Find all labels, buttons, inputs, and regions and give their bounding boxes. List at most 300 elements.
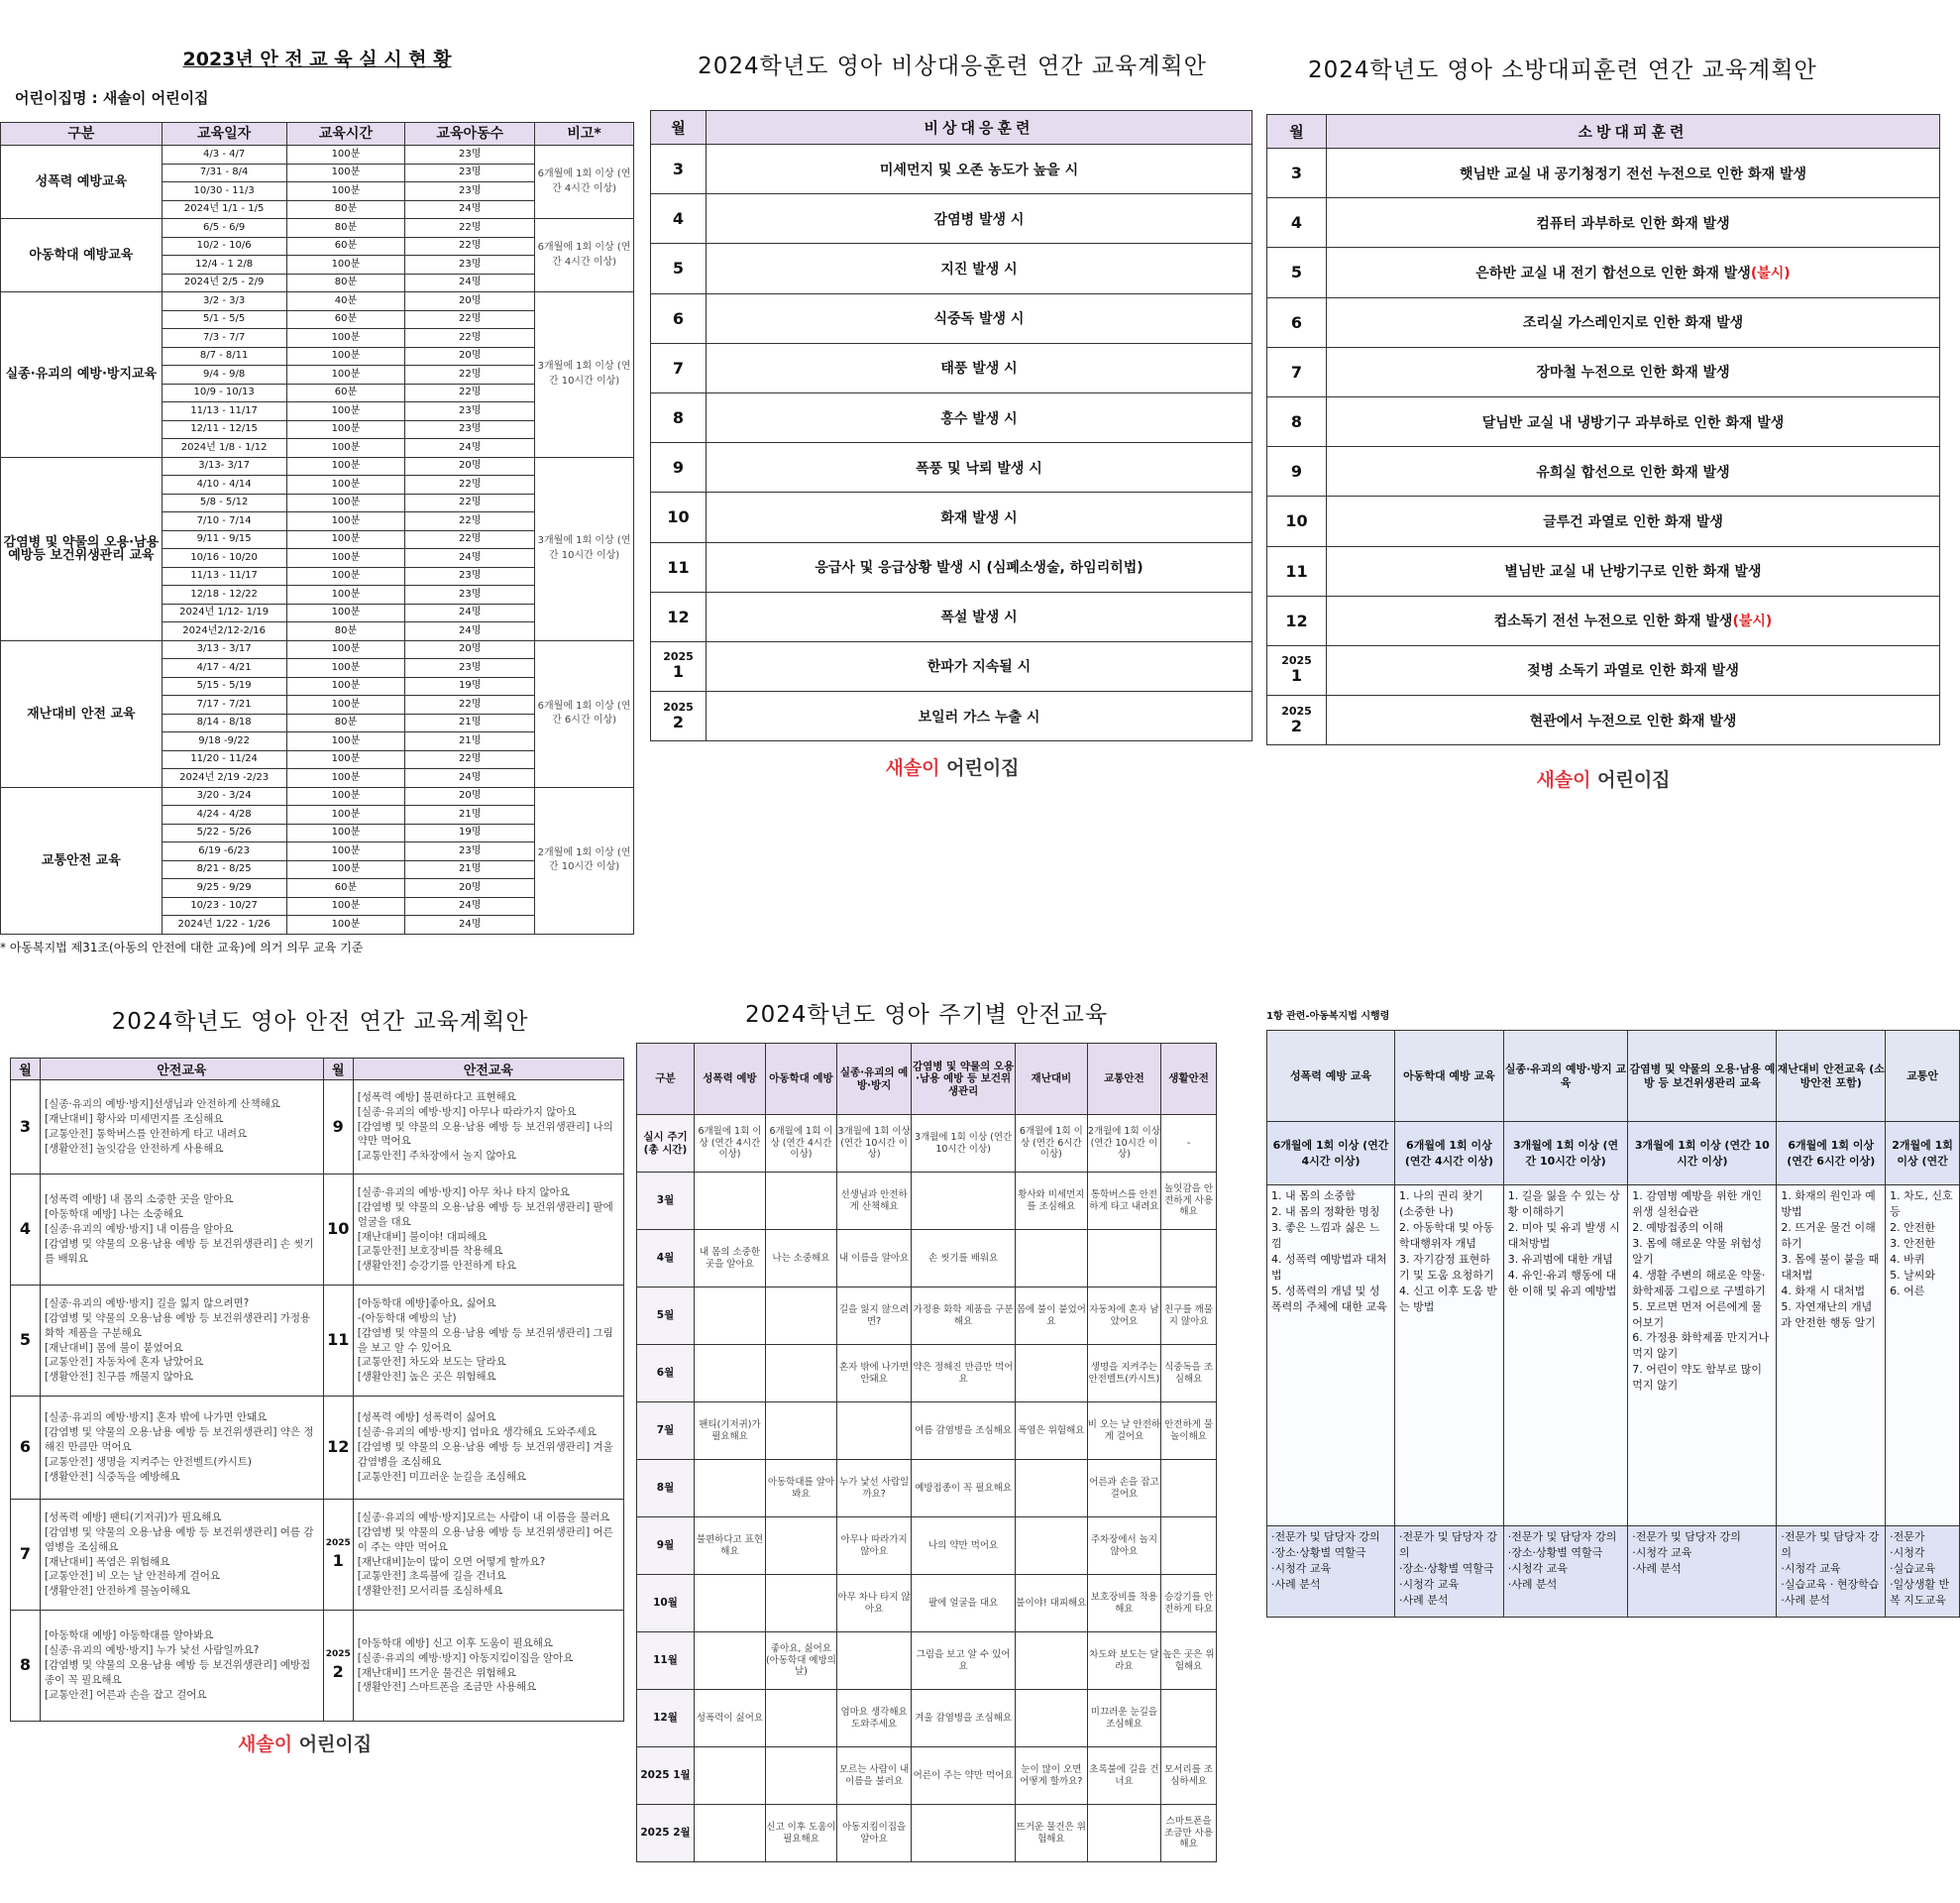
periodic-table xyxy=(636,1043,1217,1862)
periodic-cell xyxy=(912,1173,1016,1230)
status-children: 24명 xyxy=(405,916,535,935)
periodic-panel xyxy=(636,996,1217,1888)
periodic-cell xyxy=(1161,1460,1217,1517)
plan-text xyxy=(707,542,1252,592)
month-label: 9 xyxy=(332,1116,344,1136)
law-cell: ·전문가 및 담당자 강의 ·시청각 교육 ·실습교육 · 현장학습 ·사례 분석 xyxy=(1777,1526,1886,1618)
plan-text-label: 태풍 발생 시 xyxy=(940,361,1018,378)
periodic-cell xyxy=(765,1690,836,1747)
year-label: 2025 xyxy=(325,1537,351,1548)
status-duration: 100분 xyxy=(286,567,405,586)
annual-row xyxy=(11,1397,624,1500)
status-date: 6/19 -6/23 xyxy=(162,842,286,861)
periodic-cell xyxy=(1161,1690,1217,1747)
status-children: 21명 xyxy=(405,732,535,751)
periodic-row xyxy=(637,1402,1217,1460)
col-header: 소방대피훈련 xyxy=(1327,115,1940,149)
month-cell xyxy=(651,194,707,244)
periodic-cell xyxy=(1015,1632,1087,1690)
month-cell xyxy=(1267,297,1327,347)
month-label: 2 xyxy=(332,1661,344,1681)
status-children: 21명 xyxy=(405,860,535,879)
periodic-cell xyxy=(1015,1690,1087,1747)
periodic-cell: 나의 약만 먹어요 xyxy=(912,1517,1016,1575)
status-date: 3/13- 3/17 xyxy=(162,457,286,476)
month-cell xyxy=(651,293,707,343)
plan-text xyxy=(1327,198,1940,248)
status-date: 2024년 1/22 - 1/26 xyxy=(162,916,286,935)
month-cell xyxy=(323,1175,353,1286)
plan-text-label: 햇님반 교실 내 공기청정기 전선 누전으로 인한 화재 발생 xyxy=(1459,166,1807,182)
status-date: 3/20 - 3/24 xyxy=(162,787,286,806)
month-cell xyxy=(651,692,707,741)
plan-text xyxy=(1327,696,1940,745)
status-children: 23명 xyxy=(405,842,535,861)
status-duration: 60분 xyxy=(286,237,405,256)
annual-text: [실종·유괴의 예방·방지] 아무 차나 타지 않아요 [감염병 및 약물의 오용·남용 예방 등 보건위생관리] 팔에 얼굴을 대요 [재난대비] 불이야! 대피해요 [교통안전] 보호장비를 착용해요 [생활안전] 승강기를 안전하게 타요 xyxy=(353,1175,623,1286)
plan-row xyxy=(1267,497,1940,546)
month-cell xyxy=(1267,596,1327,645)
status-duration: 100분 xyxy=(286,347,405,366)
annual-text: [실종·유괴의 예방·방지] 혼자 밖에 나가면 안돼요 [감염병 및 약물의 오용·남용 예방 등 보건위생관리] 약은 정해진 만큼만 먹어요 [교통안전] 생명을 지켜주는 안전벨트(카시트) [생활안전] 식중독을 예방해요 xyxy=(41,1397,324,1500)
periodic-cell: 신고 이후 도움이 필요해요 xyxy=(765,1805,836,1862)
plan-text xyxy=(707,145,1252,194)
status-date: 5/1 - 5/5 xyxy=(162,310,286,329)
month-cell xyxy=(1267,447,1327,497)
periodic-cell: 가정용 화학 제품을 구분해요 xyxy=(912,1287,1016,1345)
month-cell xyxy=(11,1397,41,1500)
month-label: 4 xyxy=(1290,213,1303,233)
month-label: 6 xyxy=(19,1437,32,1457)
periodic-cell: 친구를 깨물지 않아요 xyxy=(1161,1287,1217,1345)
status-duration: 100분 xyxy=(286,512,405,531)
periodic-cell: 6개월에 1회 이상 (연간 4시간 이상) xyxy=(695,1115,766,1173)
status-duration: 100분 xyxy=(286,842,405,861)
periodic-body xyxy=(637,1115,1217,1862)
month-cell xyxy=(1267,396,1327,446)
status-duration: 100분 xyxy=(286,696,405,715)
status-row xyxy=(1,640,634,659)
row-label: 실시 주기 (총 시간) xyxy=(637,1115,695,1173)
status-children: 24명 xyxy=(405,549,535,568)
status-note: 6개월에 1회 이상 (연간 4시간 이상) xyxy=(535,219,634,292)
logo-text: 새솔이 xyxy=(885,757,940,780)
surprise-label: (불시) xyxy=(1750,265,1791,281)
periodic-cell: 약은 정해진 만큼만 먹어요 xyxy=(912,1345,1016,1402)
status-date: 9/25 - 9/29 xyxy=(162,879,286,898)
status-date: 7/3 - 7/7 xyxy=(162,329,286,348)
periodic-cell: 어른이 주는 약만 먹어요 xyxy=(912,1747,1016,1805)
logo-text: 새솔이 xyxy=(238,1734,293,1755)
status-note: 3개월에 1회 이상 (연간 10시간 이상) xyxy=(535,292,634,458)
month-cell xyxy=(323,1611,353,1722)
month-cell xyxy=(1267,149,1327,198)
status-children: 22명 xyxy=(405,310,535,329)
col-header: 월 xyxy=(1267,115,1327,149)
plan-row xyxy=(651,692,1252,741)
status-duration: 100분 xyxy=(286,787,405,806)
status-children: 20명 xyxy=(405,347,535,366)
month-label: 3 xyxy=(19,1116,32,1136)
law-cell: ·전문가 ·시청각 ·실습교육 ·일상생활 반복 지도교육 xyxy=(1886,1526,1960,1618)
plan-text xyxy=(707,443,1252,493)
status-children: 22명 xyxy=(405,237,535,256)
annual-row xyxy=(11,1175,624,1286)
col-header: 월 xyxy=(323,1059,353,1080)
plan-text-label: 폭풍 및 낙뢰 발생 시 xyxy=(916,460,1042,477)
plan-text-label: 달님반 교실 내 냉방기구 과부하로 인한 화재 발생 xyxy=(1481,414,1785,431)
status-row xyxy=(1,787,634,806)
status-duration: 100분 xyxy=(286,916,405,935)
col-header: 안전교육 xyxy=(41,1059,324,1080)
row-label: 6월 xyxy=(637,1345,695,1402)
emergency-plan-panel xyxy=(650,48,1254,920)
status-duration: 100분 xyxy=(286,604,405,622)
status-children: 20명 xyxy=(405,640,535,659)
month-cell xyxy=(1267,497,1327,546)
status-children: 23명 xyxy=(405,567,535,586)
status-note: 3개월에 1회 이상 (연간 10시간 이상) xyxy=(535,457,634,640)
periodic-cell: 몸에 불이 붙었어요 xyxy=(1015,1287,1087,1345)
status-children: 23명 xyxy=(405,402,535,421)
status-duration: 100분 xyxy=(286,439,405,458)
annual-title: 2024학년도 영아 안전 연간 교육계획안 xyxy=(111,1009,529,1035)
status-date: 5/8 - 5/12 xyxy=(162,494,286,512)
law-panel xyxy=(1266,1011,1953,1645)
month-label: 1 xyxy=(1290,666,1303,686)
periodic-cell xyxy=(695,1632,766,1690)
periodic-row xyxy=(637,1230,1217,1287)
month-label: 8 xyxy=(672,408,685,428)
plan-row xyxy=(1267,596,1940,645)
periodic-cell: 성폭력이 싫어요 xyxy=(695,1690,766,1747)
month-cell xyxy=(11,1500,41,1611)
month-cell xyxy=(323,1500,353,1611)
plan-text-label: 은하반 교실 내 전기 합선으로 인한 화재 발생 xyxy=(1475,265,1751,281)
month-cell xyxy=(651,542,707,592)
logo-text: 어린이집 xyxy=(946,757,1020,780)
status-footnote: * 아동복지법 제31조(아동의 안전에 대한 교육)에 의거 의무 교육 기준 xyxy=(0,940,364,954)
periodic-cell: 스마트폰을 조금만 사용해요 xyxy=(1161,1805,1217,1862)
education-status-panel xyxy=(0,45,634,954)
month-cell xyxy=(651,493,707,542)
plan-text-label: 젖병 소독기 과열로 인한 화재 발생 xyxy=(1527,663,1739,680)
periodic-cell: 폭염은 위험해요 xyxy=(1015,1402,1087,1460)
annual-body xyxy=(11,1080,624,1722)
status-date: 8/21 - 8/25 xyxy=(162,860,286,879)
periodic-cell: 3개월에 1회 이상 (연간 10시간 이상) xyxy=(912,1115,1016,1173)
status-children: 23명 xyxy=(405,256,535,275)
status-date: 2024년 1/12- 1/19 xyxy=(162,604,286,622)
col-header: 안전교육 xyxy=(353,1059,623,1080)
status-duration: 40분 xyxy=(286,292,405,311)
row-label: 9월 xyxy=(637,1517,695,1575)
year-label: 2025 xyxy=(325,1648,351,1659)
status-date: 4/17 - 4/21 xyxy=(162,659,286,678)
status-date: 2024년2/12-2/16 xyxy=(162,622,286,641)
status-note: 6개월에 1회 이상 (연간 4시간 이상) xyxy=(535,146,634,219)
status-duration: 100분 xyxy=(286,549,405,568)
month-cell xyxy=(1267,546,1327,596)
year-label: 2025 xyxy=(663,700,694,714)
status-row xyxy=(1,292,634,311)
status-date: 10/30 - 11/3 xyxy=(162,182,286,201)
emergency-body xyxy=(651,145,1252,741)
periodic-row xyxy=(637,1115,1217,1173)
plan-text-label: 폭설 발생 시 xyxy=(940,610,1018,626)
plan-text xyxy=(707,641,1252,691)
status-date: 11/13 - 11/17 xyxy=(162,402,286,421)
col-header: 비상대응훈련 xyxy=(707,111,1252,145)
status-date: 10/23 - 10/27 xyxy=(162,897,286,916)
periodic-cell: 불편하다고 표현해요 xyxy=(695,1517,766,1575)
periodic-cell: 좋아요, 싫어요 (아동학대 예방의 날) xyxy=(765,1632,836,1690)
status-row xyxy=(1,457,634,476)
periodic-row xyxy=(637,1173,1217,1230)
status-duration: 80분 xyxy=(286,714,405,732)
annual-text: [아동학대 예방] 아동학대를 알아봐요 [실종·유괴의 예방·방지] 누가 낯선 사람일까요? [감염병 및 약물의 오용·남용 예방 등 보건위생관리] 예방접종이 꼭 필요해요 [교통안전] 어른과 손을 잡고 걸어요 xyxy=(41,1611,324,1722)
status-duration: 100분 xyxy=(286,897,405,916)
periodic-cell: 손 씻기를 배워요 xyxy=(912,1230,1016,1287)
month-label: 4 xyxy=(19,1219,32,1239)
law-cell: 6개월에 1회 이상 (연간 6시간 이상) xyxy=(1777,1122,1886,1185)
periodic-cell: 주차장에서 놀지 않아요 xyxy=(1087,1517,1160,1575)
periodic-cell: 놀잇감을 안전하게 사용해요 xyxy=(1161,1173,1217,1230)
periodic-cell: 그림을 보고 알 수 있어요 xyxy=(912,1632,1016,1690)
row-label: 2025 1월 xyxy=(637,1747,695,1805)
periodic-cell: 아동학대를 알아봐요 xyxy=(765,1460,836,1517)
periodic-cell: 아무 차나 타지 않아요 xyxy=(836,1575,911,1632)
col-header: 감염병 및 약물의 오용·남용 예방 등 보건위생관리 xyxy=(912,1044,1016,1115)
status-children: 23명 xyxy=(405,146,535,165)
status-children: 23명 xyxy=(405,182,535,201)
periodic-cell: 눈이 많이 오면 어떻게 할까요? xyxy=(1015,1747,1087,1805)
annual-text: [아동학대 예방] 신고 이후 도움이 필요해요 [실종·유괴의 예방·방지] 아동지킴이집을 알아요 [재난대비] 뜨거운 물건은 위험해요 [생활안전] 스마트폰을 조금만 사용해요 xyxy=(353,1611,623,1722)
year-label: 2025 xyxy=(663,650,694,664)
annual-text: [실종·유괴의 예방·방지]선생님과 안전하게 산책해요 [재난대비] 황사와 미세먼지를 조심해요 [교통안전] 통학버스를 안전하게 타고 내려요 [생활안전] 놀잇감을 안전하게 사용해요 xyxy=(41,1080,324,1175)
status-duration: 100분 xyxy=(286,146,405,165)
status-duration: 100분 xyxy=(286,457,405,476)
law-cell: 1. 나의 권리 찾기 (소중한 나) 2. 아동학대 및 아동학대행위자 개념 3. 자기감정 표현하기 및 도움 요청하기 4. 신고 이후 도움 받는 방법 xyxy=(1395,1185,1504,1526)
month-label: 2 xyxy=(1290,716,1303,735)
col-header: 교육아동수 xyxy=(405,123,535,146)
status-duration: 100분 xyxy=(286,586,405,605)
plan-row xyxy=(651,542,1252,592)
status-date: 9/4 - 9/8 xyxy=(162,366,286,385)
periodic-cell: 팔에 얼굴을 대요 xyxy=(912,1575,1016,1632)
plan-text-label: 한파가 지속될 시 xyxy=(926,659,1032,676)
periodic-cell: 6개월에 1회 이상 (연간 6시간 이상) xyxy=(1015,1115,1087,1173)
status-date: 11/20 - 11/24 xyxy=(162,750,286,769)
annual-table xyxy=(10,1058,624,1722)
periodic-cell xyxy=(1015,1460,1087,1517)
month-label: 10 xyxy=(327,1219,350,1239)
periodic-cell: 미끄러운 눈길을 조심해요 xyxy=(1087,1690,1160,1747)
month-label: 8 xyxy=(19,1655,32,1675)
periodic-cell xyxy=(765,1575,836,1632)
row-label: 4월 xyxy=(637,1230,695,1287)
month-cell xyxy=(651,244,707,293)
month-label: 10 xyxy=(1285,511,1308,531)
annual-plan-panel xyxy=(10,1003,630,1903)
periodic-cell: 내 몸의 소중한 곳을 알아요 xyxy=(695,1230,766,1287)
status-duration: 60분 xyxy=(286,879,405,898)
periodic-row xyxy=(637,1460,1217,1517)
plan-text-label: 화재 발생 시 xyxy=(940,509,1018,526)
col-header: 월 xyxy=(651,111,707,145)
periodic-cell: 길을 잃지 않으려면? xyxy=(836,1287,911,1345)
month-label: 12 xyxy=(327,1437,350,1457)
month-cell xyxy=(323,1286,353,1397)
status-duration: 80분 xyxy=(286,200,405,219)
periodic-row xyxy=(637,1690,1217,1747)
col-header: 비고* xyxy=(535,123,634,146)
plan-text-label: 응급사 및 응급상황 발생 시 (심폐소생술, 하임리히법) xyxy=(815,560,1143,577)
plan-row xyxy=(651,592,1252,641)
law-cell: 3개월에 1회 이상 (연간 10시간 이상) xyxy=(1503,1122,1628,1185)
status-category: 재난대비 안전 교육 xyxy=(1,640,163,787)
periodic-cell xyxy=(836,1632,911,1690)
row-label: 12월 xyxy=(637,1690,695,1747)
row-label: 8월 xyxy=(637,1460,695,1517)
annual-text: [아동학대 예방]좋아요, 싫어요 -(아동학대 예방의 날) [감염병 및 약물의 오용·남용 예방 등 보건위생관리] 그림을 보고 알 수 있어요 [교통안전] 차도와 보도는 달라요 [생활안전] 높은 곳은 위험해요 xyxy=(353,1286,623,1397)
plan-text xyxy=(707,392,1252,442)
row-label: 2025 2월 xyxy=(637,1805,695,1862)
status-duration: 100분 xyxy=(286,182,405,201)
status-category: 성폭력 예방교육 xyxy=(1,146,163,219)
annual-row xyxy=(11,1286,624,1397)
status-duration: 100분 xyxy=(286,476,405,495)
status-date: 3/2 - 3/3 xyxy=(162,292,286,311)
col-header: 교통안 xyxy=(1886,1031,1960,1122)
status-children: 22명 xyxy=(405,494,535,512)
month-label: 1 xyxy=(332,1550,344,1570)
col-header: 재난대비 xyxy=(1015,1044,1087,1115)
status-date: 5/22 - 5/26 xyxy=(162,824,286,842)
plan-text-label: 컴퓨터 과부하로 인한 화재 발생 xyxy=(1536,215,1730,232)
status-date: 12/11 - 12/15 xyxy=(162,420,286,439)
plan-row xyxy=(1267,198,1940,248)
status-date: 2024년 1/8 - 1/12 xyxy=(162,439,286,458)
status-duration: 100분 xyxy=(286,750,405,769)
status-date: 10/9 - 10/13 xyxy=(162,384,286,402)
month-label: 8 xyxy=(1290,412,1303,432)
surprise-label: (불시) xyxy=(1732,614,1773,630)
plan-text-label: 식중독 발생 시 xyxy=(933,311,1025,328)
plan-row xyxy=(1267,347,1940,396)
periodic-cell xyxy=(1015,1345,1087,1402)
status-duration: 100분 xyxy=(286,806,405,825)
periodic-cell: 나는 소중해요 xyxy=(765,1230,836,1287)
status-children: 22명 xyxy=(405,750,535,769)
status-children: 21명 xyxy=(405,806,535,825)
periodic-cell xyxy=(765,1173,836,1230)
status-duration: 100분 xyxy=(286,256,405,275)
school-logo xyxy=(650,753,1254,780)
plan-text-label: 별님반 교실 내 난방기구로 인한 화재 발생 xyxy=(1504,564,1762,581)
month-label: 4 xyxy=(672,209,685,229)
status-date: 12/4 - 1 2/8 xyxy=(162,256,286,275)
periodic-cell: 비 오는 날 안전하게 걸어요 xyxy=(1087,1402,1160,1460)
periodic-cell xyxy=(765,1345,836,1402)
status-children: 24명 xyxy=(405,439,535,458)
periodic-cell: 예방접종이 꼭 필요해요 xyxy=(912,1460,1016,1517)
periodic-cell: - xyxy=(1161,1115,1217,1173)
periodic-cell xyxy=(695,1460,766,1517)
month-label: 6 xyxy=(1290,312,1303,332)
status-duration: 100분 xyxy=(286,824,405,842)
month-label: 5 xyxy=(19,1330,32,1350)
periodic-cell: 통학버스를 안전하게 타고 내려요 xyxy=(1087,1173,1160,1230)
row-label: 11월 xyxy=(637,1632,695,1690)
status-children: 22명 xyxy=(405,476,535,495)
law-header-row xyxy=(1267,1031,1960,1122)
status-date: 2024년 2/19 -2/23 xyxy=(162,769,286,788)
month-label: 2 xyxy=(672,712,685,731)
status-duration: 100분 xyxy=(286,164,405,182)
month-label: 11 xyxy=(327,1330,350,1350)
law-cell: ·전문가 및 담당자 강의 ·장소·상황별 역할극 ·시청각 교육 ·사례 분석 xyxy=(1395,1526,1504,1618)
periodic-cell: 3개월에 1회 이상 (연간 10시간 이상) xyxy=(836,1115,911,1173)
row-label: 5월 xyxy=(637,1287,695,1345)
plan-row xyxy=(1267,396,1940,446)
status-children: 22명 xyxy=(405,329,535,348)
plan-row xyxy=(651,443,1252,493)
annual-text: [성폭력 예방] 불편하다고 표현해요 [실종·유괴의 예방·방지] 아무나 따라가지 않아요 [감염병 및 약물의 오용·남용 예방 등 보건위생관리] 나의 약만 먹어요 [교통안전] 주차장에서 놀지 않아요 xyxy=(353,1080,623,1175)
law-cell: 6개월에 1회 이상 (연간 4시간 이상) xyxy=(1395,1122,1504,1185)
month-label: 11 xyxy=(1285,561,1308,581)
plan-text xyxy=(1327,596,1940,645)
periodic-cell xyxy=(695,1287,766,1345)
status-children: 24명 xyxy=(405,769,535,788)
status-children: 20명 xyxy=(405,787,535,806)
month-cell xyxy=(651,641,707,691)
plan-row xyxy=(1267,248,1940,297)
periodic-cell: 불이야! 대피해요 xyxy=(1015,1575,1087,1632)
periodic-cell: 내 이름을 알아요 xyxy=(836,1230,911,1287)
law-cell: 1. 차도, 신호등 2. 안전한 3. 안전한 4. 바퀴 5. 날씨와 6. 어른 xyxy=(1886,1185,1960,1526)
col-header: 교통안전 xyxy=(1087,1044,1160,1115)
col-header: 구분 xyxy=(1,123,163,146)
month-cell xyxy=(11,1611,41,1722)
law-body xyxy=(1267,1122,1960,1618)
periodic-cell: 뜨거운 물건은 위험해요 xyxy=(1015,1805,1087,1862)
periodic-cell xyxy=(695,1345,766,1402)
status-duration: 60분 xyxy=(286,384,405,402)
row-label: 3월 xyxy=(637,1173,695,1230)
col-header: 실종·유괴의 예방·방지 교육 xyxy=(1503,1031,1628,1122)
month-cell xyxy=(651,392,707,442)
periodic-cell xyxy=(765,1747,836,1805)
periodic-cell: 누가 낯선 사람일까요? xyxy=(836,1460,911,1517)
periodic-cell xyxy=(836,1402,911,1460)
status-date: 4/10 - 4/14 xyxy=(162,476,286,495)
law-cell: 1. 내 몸의 소중함 2. 내 몸의 정확한 명칭 3. 좋은 느낌과 싫은 느낌 4. 성폭력 예방법과 대처법 5. 성폭력의 개념 및 성폭력의 주체에 대한 교육 xyxy=(1267,1185,1395,1526)
plan-text xyxy=(707,244,1252,293)
status-body xyxy=(1,146,634,935)
plan-text-label: 감염병 발생 시 xyxy=(933,211,1025,228)
status-children: 24명 xyxy=(405,897,535,916)
periodic-cell xyxy=(765,1287,836,1345)
status-date: 4/3 - 4/7 xyxy=(162,146,286,165)
annual-text: [실종·유괴의 예방·방지]모르는 사람이 내 이름을 불러요 [감염병 및 약물의 오용·남용 예방 등 보건위생관리] 어른이 주는 약만 먹어요 [재난대비]눈이 많이 오면 어떻게 할까요? [교통안전] 초록불에 길을 건너요 [생활안전] 모서리를 조심하세요 xyxy=(353,1500,623,1611)
periodic-row xyxy=(637,1517,1217,1575)
annual-row xyxy=(11,1611,624,1722)
annual-text: [성폭력 예방] 성폭력이 싫어요 [실종·유괴의 예방·방지] 엄마요 생각해요 도와주세요 [감염병 및 약물의 오용·남용 예방 등 보건위생관리] 겨울 감염병을 조심해요 [교통안전] 미끄러운 눈길을 조심해요 xyxy=(353,1397,623,1500)
status-children: 22명 xyxy=(405,696,535,715)
year-label: 2025 xyxy=(1281,704,1312,718)
plan-text-label: 조리실 가스레인지로 인한 화재 발생 xyxy=(1522,315,1744,332)
